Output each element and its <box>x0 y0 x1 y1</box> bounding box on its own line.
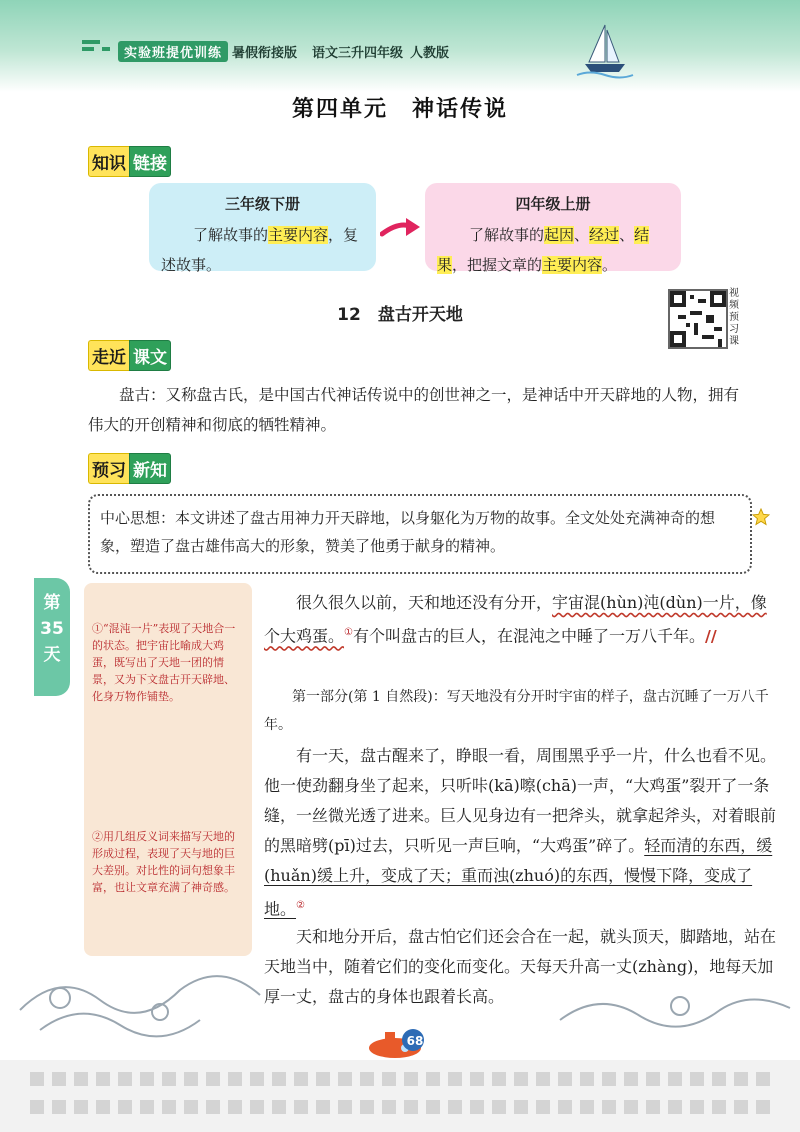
qr-label: 视频预习课 <box>729 288 739 347</box>
intro-paragraph: 盘古：又称盘古氏，是中国古代神话传说中的创世神之一，是神话中开天辟地的人物，拥有伟大的开创精神和彻底的牺牲精神。 <box>88 386 740 434</box>
page-header <box>0 0 800 92</box>
knowledge-link-tag <box>88 148 171 174</box>
lesson-title: 12 盘古开天地 <box>337 305 463 325</box>
central-idea-text: 中心思想：本文讲述了盘古用神力开天辟地，以身躯化为万物的故事。全文处处充满神奇的想象，塑造了盘古雄伟高大的形象，赞美了他勇于献身的精神。 <box>100 509 716 555</box>
tag-part-a: 知识 <box>88 146 129 177</box>
body-paragraph-2 <box>264 741 780 924</box>
grade4-title: 四年级上册 <box>515 195 591 213</box>
footnote-ref-1: ① <box>344 627 353 638</box>
grade3-title: 三年级下册 <box>224 195 300 213</box>
series-name: 实验班提优训练 <box>118 41 228 62</box>
arrow-right-icon <box>380 216 422 240</box>
annotation-1: ①“混沌一片”表现了天地合一的状态。把宇宙比喻成大鸡蛋，既写出了天地一团的情景，又为下文盘古开天辟地、化身万物作铺垫。 <box>92 622 236 703</box>
part-summary: 第一部分(第 1 自然段)：写天地没有分开时宇宙的样子，盘古沉睡了一万八千年。 <box>264 689 769 733</box>
page-number: 68 <box>406 1034 424 1048</box>
grade3-text: 了解故事的主要内容，复述故事。 <box>161 226 359 274</box>
series-logo-icon <box>82 38 112 56</box>
p2-underlined-text: 轻而清的东西，缓(huǎn)缓上升，变成了天；重而浊(zhuó)的东西，慢慢下降，变成了地。 <box>264 836 773 919</box>
tag-part-a: 走近 <box>88 340 129 371</box>
qr-pattern-icon <box>670 291 726 347</box>
unit-title: 第四单元 神话传说 <box>291 97 508 122</box>
approach-text-tag <box>88 342 171 368</box>
p2-text: 有一天，盘古醒来了，睁眼一看，周围黑乎乎一片，什么也看不见。他一使劲翻身坐了起来，只听咔(kā)嚓(chā)一声，“大鸡蛋”裂开了一条缝，一丝微光透了进来。巨人见身边有一把斧头，就拿起斧头，对着眼前的黑暗劈(pī)过去，只听见一声巨响，“大鸡蛋”碎了。 <box>264 746 777 855</box>
p1-text-b: 有个叫盘古的巨人，在混沌之中睡了一万八千年。 <box>352 626 705 646</box>
sailboat-icon <box>575 20 635 80</box>
preview-tag <box>88 455 171 481</box>
tag-part-b: 新知 <box>129 453 171 484</box>
p1-wavy-text: 宇宙混(hùn)沌(dùn)一片，像个大鸡蛋。 <box>264 593 767 646</box>
star-icon <box>752 508 770 526</box>
body-paragraph-3: 天和地分开后，盘古怕它们还会合在一起，就头顶天，脚踏地，站在天地当中，随着它们的变化而变化。天每天升高一丈(zhàng)，地每天加厚一丈，盘古的身体也跟着长高。 <box>264 927 777 1006</box>
edition-label: 暑假衔接版 <box>232 46 298 61</box>
grade-label: 语文三升四年级 <box>312 46 404 61</box>
p1-text: 很久很久以前，天和地还没有分开， <box>296 593 553 612</box>
grade4-box <box>425 183 681 274</box>
qr-code[interactable] <box>668 289 728 349</box>
day-tab: 第35天 <box>34 578 70 696</box>
annotation-2: ②用几组反义词来描写天地的形成过程，表现了天与地的巨大差别。对比性的词句想象丰富，也让文章充满了神奇感。 <box>92 830 235 894</box>
publisher-label: 人教版 <box>410 46 450 61</box>
tag-part-b: 链接 <box>129 146 171 177</box>
tag-part-b: 课文 <box>129 340 171 371</box>
section-break-mark: // <box>705 626 717 646</box>
grade3-box <box>149 183 376 274</box>
grade4-text: 了解故事的起因、经过、结果，把握文章的主要内容。 <box>437 226 650 274</box>
body-paragraph-1 <box>264 588 780 651</box>
footnote-ref-2: ② <box>296 900 305 911</box>
tag-part-a: 预习 <box>88 453 129 484</box>
